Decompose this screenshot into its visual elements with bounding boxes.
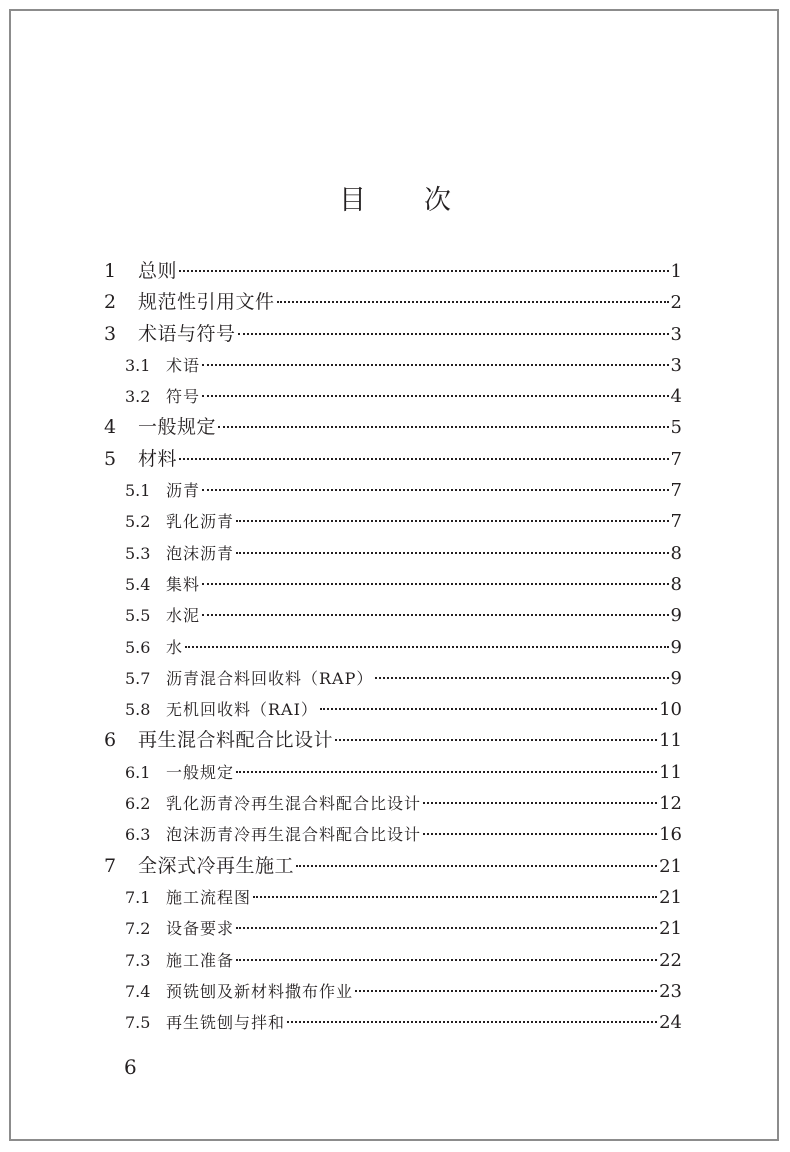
toc-leader-dots (355, 986, 657, 992)
toc-entry-page: 7 (670, 511, 682, 533)
toc-entry[interactable] (100, 851, 682, 882)
toc-leader-dots (236, 767, 657, 773)
toc-leader-dots (179, 454, 669, 460)
toc-entry-number: 5.2 (125, 512, 151, 532)
toc-leader-dots (423, 798, 657, 804)
toc-entry-title: 符号 (166, 387, 201, 407)
toc-entry-title: 术语 (166, 355, 201, 375)
toc-entry-page: 9 (670, 667, 682, 689)
toc-entry[interactable] (100, 319, 682, 350)
toc-entry[interactable] (100, 694, 682, 725)
toc-entry-title: 总则 (138, 260, 178, 282)
toc-entry-page: 8 (670, 573, 682, 595)
toc-entry-title: 材料 (138, 447, 178, 470)
toc-entry-page: 5 (670, 417, 682, 439)
toc-entry-title: 规范性引用文件 (138, 291, 275, 314)
toc-entry-number: 6.1 (125, 762, 151, 782)
toc-entry-page: 9 (670, 636, 682, 658)
toc-entry-title: 施工准备 (166, 950, 235, 970)
toc-entry-page: 23 (659, 980, 682, 1002)
toc-leader-dots (236, 923, 657, 929)
toc-entry-page: 2 (670, 292, 682, 314)
toc-entry-page: 21 (659, 855, 682, 877)
toc-entry-number: 5.1 (125, 481, 151, 501)
toc-entry-page: 10 (659, 699, 682, 721)
toc-entry-page: 3 (670, 323, 682, 345)
table-of-contents (100, 256, 682, 1038)
toc-entry[interactable] (100, 412, 682, 443)
toc-leader-dots (202, 485, 669, 491)
toc-leader-dots (218, 422, 669, 428)
toc-heading-char-2: 次 (424, 185, 451, 216)
toc-entry-title: 水泥 (166, 606, 201, 626)
toc-leader-dots (296, 861, 657, 867)
toc-leader-dots (375, 673, 668, 679)
toc-leader-dots (202, 360, 669, 366)
toc-leader-dots (179, 266, 669, 272)
toc-entry[interactable] (100, 976, 682, 1007)
toc-entry-number: 7.3 (125, 950, 151, 970)
toc-entry-title: 乳化沥青冷再生混合料配合比设计 (166, 794, 422, 814)
toc-entry-page: 11 (659, 761, 682, 783)
toc-entry-number: 7.4 (125, 981, 151, 1001)
toc-entry-number: 5.7 (125, 668, 151, 688)
toc-leader-dots (202, 579, 669, 585)
toc-entry-number: 3 (104, 322, 117, 345)
toc-entry-title: 无机回收料（RAI） (166, 700, 318, 720)
toc-entry-title: 全深式冷再生施工 (138, 854, 295, 877)
toc-leader-dots (253, 892, 657, 898)
toc-entry[interactable] (100, 945, 682, 976)
toc-entry-page: 12 (659, 793, 682, 815)
page-number: 6 (124, 1055, 137, 1079)
toc-entry[interactable] (100, 381, 682, 412)
toc-entry-number: 5.3 (125, 543, 151, 563)
toc-entry-title: 乳化沥青 (166, 512, 235, 532)
toc-entry[interactable] (100, 538, 682, 569)
toc-entry-title: 再生混合料配合比设计 (138, 729, 334, 752)
toc-entry-page: 7 (670, 448, 682, 470)
toc-entry-page: 21 (659, 918, 682, 940)
toc-entry[interactable] (100, 600, 682, 631)
toc-leader-dots (238, 329, 669, 335)
toc-entry-page: 9 (670, 605, 682, 627)
toc-entry[interactable] (100, 788, 682, 819)
toc-entry-title: 一般规定 (166, 762, 235, 782)
toc-leader-dots (185, 642, 669, 648)
toc-entry-page: 3 (670, 354, 682, 376)
toc-entry-number: 4 (104, 416, 117, 439)
toc-entry-number: 5.6 (125, 637, 151, 657)
toc-entry-title: 集料 (166, 574, 201, 594)
toc-entry-number: 3.2 (125, 387, 151, 407)
toc-entry-number: 7 (104, 854, 117, 877)
toc-entry-title: 沥青 (166, 481, 201, 501)
toc-leader-dots (287, 1017, 657, 1023)
toc-entry-page: 22 (659, 949, 682, 971)
toc-entry-number: 2 (104, 291, 117, 314)
toc-entry[interactable] (100, 757, 682, 788)
toc-entry-number: 5.4 (125, 574, 151, 594)
toc-entry-number: 5 (104, 447, 117, 470)
toc-leader-dots (423, 829, 657, 835)
toc-leader-dots (236, 955, 657, 961)
toc-entry-page: 8 (670, 542, 682, 564)
toc-entry[interactable] (100, 287, 682, 318)
toc-entry-page: 4 (670, 386, 682, 408)
toc-entry[interactable] (100, 882, 682, 913)
toc-leader-dots (277, 297, 669, 303)
toc-leader-dots (202, 610, 669, 616)
toc-entry-number: 7.2 (125, 919, 151, 939)
toc-entry-title: 泡沫沥青冷再生混合料配合比设计 (166, 825, 422, 845)
toc-entry[interactable] (100, 725, 682, 756)
toc-entry[interactable] (100, 663, 682, 694)
toc-entry-title: 术语与符号 (138, 322, 236, 345)
toc-entry-title: 一般规定 (138, 416, 217, 439)
toc-entry-page: 7 (670, 480, 682, 502)
toc-leader-dots (320, 704, 657, 710)
toc-entry[interactable] (100, 632, 682, 663)
toc-entry[interactable] (100, 506, 682, 537)
toc-heading (0, 178, 790, 217)
toc-entry[interactable] (100, 569, 682, 600)
toc-entry-number: 3.1 (125, 355, 151, 375)
toc-entry-number: 5.5 (125, 606, 151, 626)
toc-entry-page: 21 (659, 886, 682, 908)
toc-entry-page: 1 (670, 261, 682, 282)
toc-entry-number: 1 (104, 260, 117, 282)
toc-entry-number: 6.3 (125, 825, 151, 845)
toc-entry-title: 再生铣刨与拌和 (166, 1013, 286, 1033)
toc-entry-number: 6.2 (125, 794, 151, 814)
toc-leader-dots (202, 391, 669, 397)
toc-entry-title: 水 (166, 637, 184, 657)
toc-entry[interactable] (100, 913, 682, 944)
toc-entry[interactable] (100, 350, 682, 381)
toc-entry[interactable] (100, 475, 682, 506)
toc-leader-dots (236, 516, 669, 522)
toc-entry-title: 预铣刨及新材料撒布作业 (166, 981, 354, 1001)
toc-entry-number: 7.1 (125, 887, 151, 907)
toc-entry-number: 6 (104, 729, 117, 752)
toc-leader-dots (236, 548, 669, 554)
toc-entry-title: 沥青混合料回收料（RAP） (166, 668, 374, 688)
toc-entry[interactable] (100, 444, 682, 475)
toc-entry[interactable] (100, 256, 682, 287)
toc-entry[interactable] (100, 819, 682, 850)
toc-entry[interactable] (100, 1007, 682, 1038)
toc-entry-number: 7.5 (125, 1013, 151, 1033)
toc-entry-title: 施工流程图 (166, 887, 252, 907)
toc-leader-dots (335, 735, 657, 741)
toc-entry-title: 设备要求 (166, 919, 235, 939)
toc-entry-page: 16 (659, 824, 682, 846)
toc-heading-char-1: 目 (339, 185, 366, 216)
toc-entry-number: 5.8 (125, 700, 151, 720)
toc-entry-page: 24 (659, 1012, 682, 1034)
toc-entry-page: 11 (659, 730, 682, 752)
toc-entry-title: 泡沫沥青 (166, 543, 235, 563)
